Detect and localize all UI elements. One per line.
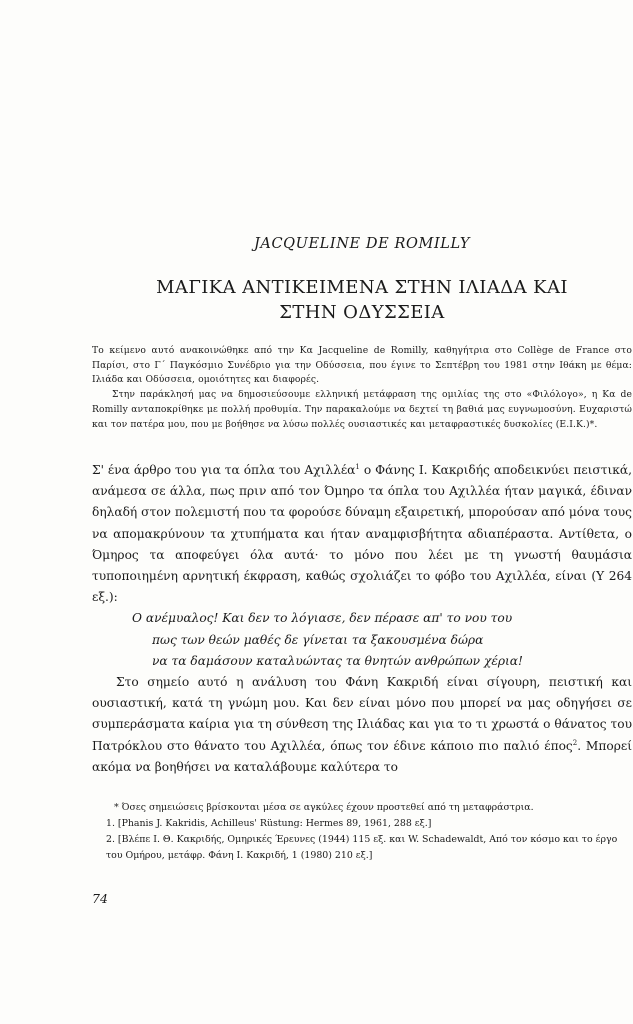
- body-paragraph-1: [92, 460, 632, 608]
- page-number: 74: [92, 891, 108, 906]
- article-title: [92, 275, 632, 325]
- footnote-ref-1: 1: [355, 462, 360, 471]
- translator-note: [92, 344, 632, 432]
- title-line-2: ΣΤΗΝ ΟΔΥΣΣΕΙΑ: [279, 302, 445, 323]
- footnote-1: 1. [Phanis J. Kakridis, Achilleus' Rüstung: Hermes 89, 1961, 288 εξ.]: [106, 818, 432, 829]
- footnote-star: * Όσες σημειώσεις βρίσκονται μέσα σε αγκύλες έχουν προστεθεί από τη μεταφράστρια.: [114, 802, 534, 813]
- verse-line-1: Ο ανέμυαλος! Και δεν το λόγιασε, δεν πέρασε απ' το νου του: [132, 611, 513, 626]
- main-text: [92, 460, 632, 778]
- footnote-ref-2: 2: [572, 738, 578, 747]
- body-p2-text-a: Στο σημείο αυτό η ανάλυση του Φάνη Κακριδή είναι σίγουρη, πειστική και ουσιαστική, κατά τη γνώμη μου. Και δεν είναι μόνο που μπορεί να μας οδηγήσει σε συμπεράσματα καίρια για τη σύνθεση της Ιλιάδας και για το τι χρωστά ο θάνατος του Πατρόκλου στο θάνατο του Αχιλλέα, όπως τον έδινε κάποιο πιο παλιό έπος: [92, 675, 632, 753]
- author-name: JACQUELINE DE ROMILLY: [253, 236, 470, 252]
- body-paragraph-2: [92, 672, 632, 778]
- body-p2-text-b: . Μπορεί ακόμα να βοηθήσει να καταλάβουμε καλύτερα το: [92, 738, 632, 774]
- body-p1-text-a: Σ' ένα άρθρο του για τα όπλα του Αχιλλέα: [92, 463, 356, 477]
- body-p1-text-b: ο Φάνης Ι. Κακριδής αποδεικνύει πειστικά, ανάμεσα σε άλλα, πως πριν από τον Όμηρο τα όπλα του Αχιλλέα ήταν μαγικά, έδιναν δηλαδή στον πολεμιστή που τα φορούσε δύναμη εξαιρετική, μπορούσαν από μόνα τους να απομακρύνουν τα χτυπήματα και ήταν αναμφισβήτητα αδιαπέραστα. Αντίθετα, ο Όμηρος τα αποφεύγει όλα αυτά· το μόνο που λέει με τη γνωστή θαυμάσια τυποποιημένη αρνητική έκφραση, καθώς σχολιάζει το φόβο του Αχιλλέα, είναι (Υ 264 εξ.):: [92, 463, 632, 605]
- translator-note-paragraph-1: Το κείμενο αυτό ανακοινώθηκε από την Κα Jacqueline de Romilly, καθηγήτρια στο Collège de France στο Παρίσι, στο Γ΄ Παγκόσμιο Συνέδριο για την Οδύσσεια, που έγινε το Σεπτέβρη του 1981 στην Ιθάκη με θέμα: Ιλιάδα και Οδύσσεια, ομοιότητες και διαφορές.: [92, 345, 632, 386]
- verse-line-2: πως των θεών μαθές δε γίνεται τα ξακουσμένα δώρα: [152, 632, 484, 647]
- footnote-2: 2. [Βλέπε Ι. Θ. Κακριδής, Ομηρικές Έρευνες (1944) 115 εξ. και W. Schadewaldt, Από τον κόσμο και το έργο του Ομήρου, μετάφρ. Φάνη Ι. Κακριδή, 1 (1980) 210 εξ.]: [106, 834, 618, 861]
- verse-line-3: να τα δαμάσουν καταλυώντας τα θνητών ανθρώπων χέρια!: [152, 653, 523, 668]
- translator-note-paragraph-2: Στην παράκλησή μας να δημοσιεύσουμε ελληνική μετάφραση της ομιλίας της στο «Φιλόλογο», η Κα de Romilly ανταποκρίθηκε με πολλή προθυμία. Την παρακαλούμε να δεχτεί τη βαθιά μας ευγνωμοσύνη. Ευχαριστώ και τον πατέρα μου, που με βοήθησε να λύσω πολλές ουσιαστικές και μεταφραστικές δυσκολίες (Ε.Ι.Κ.)*.: [92, 389, 632, 430]
- title-line-1: ΜΑΓΙΚΑ ΑΝΤΙΚΕΙΜΕΝΑ ΣΤΗΝ ΙΛΙΑΔΑ ΚΑΙ: [156, 277, 568, 298]
- footnotes: [92, 800, 632, 864]
